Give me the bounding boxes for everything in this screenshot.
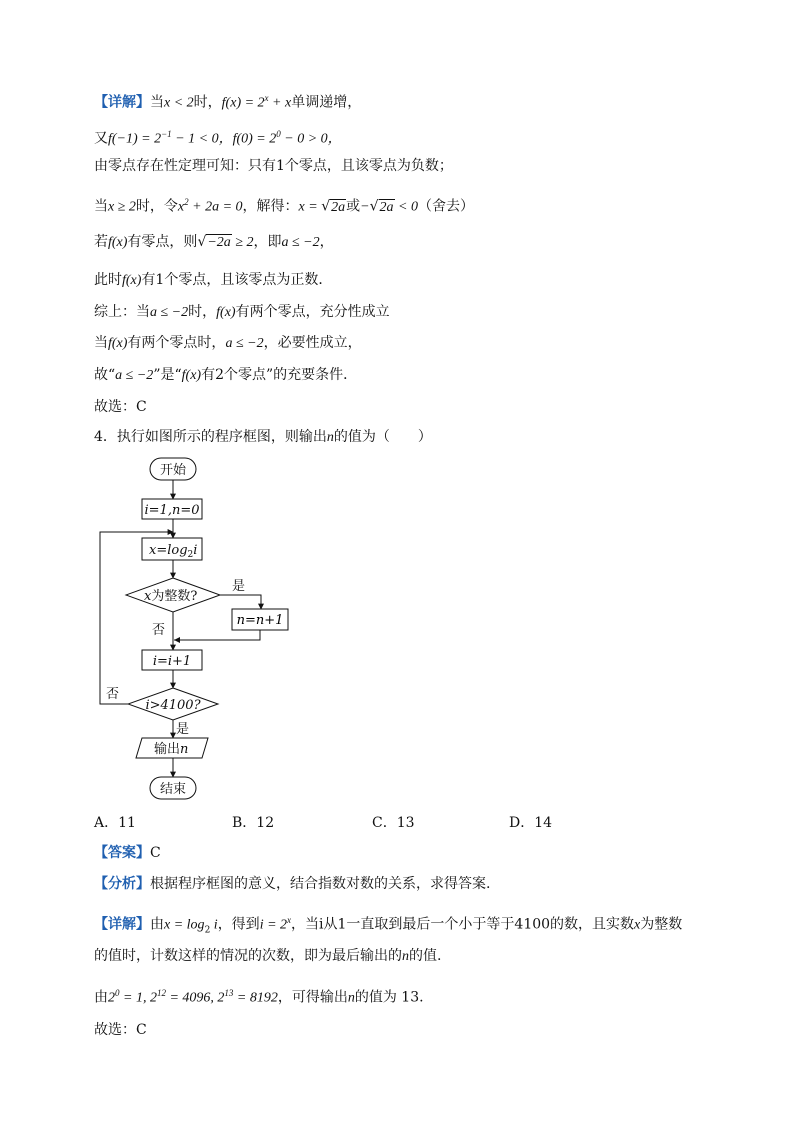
assign-label: $x=\log_2i$ bbox=[149, 543, 198, 560]
text: ， bbox=[319, 234, 334, 250]
question-4 bbox=[94, 427, 432, 448]
math: f(x) bbox=[181, 368, 202, 383]
answer-tag: 【答案】 bbox=[94, 845, 150, 861]
math: − 1 < 0， bbox=[171, 131, 233, 147]
answer-line bbox=[94, 843, 161, 863]
increment-n-return-svg bbox=[170, 628, 262, 644]
math: a ≤ −2 bbox=[150, 305, 189, 320]
increment-n-label: n=n+1 bbox=[236, 613, 284, 628]
detail-line-4: 当x ≥ 2时，令$x^2 + 2a = 0$，解得：x = √2a或−√2a < 0（舍去） bbox=[94, 197, 474, 215]
answer-value: C bbox=[150, 845, 161, 861]
increment-i-label: i=i+1 bbox=[152, 654, 192, 669]
detail2-tag: 【详解】 bbox=[94, 916, 150, 933]
math: f(x) = 2 bbox=[221, 95, 265, 111]
text: 时， bbox=[188, 304, 217, 320]
text: 单调递增， bbox=[291, 94, 362, 111]
output-label: 输出n bbox=[154, 742, 189, 757]
text: 有零点，则 bbox=[127, 234, 198, 250]
decision-integer-label: x为整数? bbox=[144, 589, 198, 604]
math: a ≤ −2 bbox=[281, 235, 320, 250]
yes-label-2: 是 bbox=[176, 722, 190, 737]
math: + x bbox=[268, 95, 292, 111]
math: x bbox=[177, 199, 185, 215]
text: ，解得： bbox=[242, 198, 299, 215]
math: a ≤ −2 bbox=[225, 336, 264, 351]
no-label-2: 否 bbox=[106, 687, 120, 702]
detail2-line-1: 【详解】由$x = \log_2 i$，得到$i = 2^x$，当i从1一直取到最后一个小于等于4100的数，且实数x为整数 bbox=[94, 915, 683, 936]
start-label: 开始 bbox=[159, 463, 187, 478]
math: + 2a = 0 bbox=[188, 199, 243, 215]
math: − 0 > 0， bbox=[280, 131, 342, 147]
text: 综上：当 bbox=[94, 304, 150, 320]
text: 4．执行如图所示的程序框图，则输出 bbox=[94, 429, 327, 445]
text: 有两个零点，充分性成立 bbox=[235, 304, 390, 320]
end-label: 结束 bbox=[159, 782, 187, 797]
math: f(0) = 2 bbox=[232, 131, 277, 147]
yes-label-1: 是 bbox=[232, 579, 246, 594]
math-sup: 2 bbox=[184, 197, 189, 207]
text: 有1个零点，且该零点为正数． bbox=[141, 272, 333, 288]
decision-limit-label: i>4100? bbox=[145, 698, 201, 713]
math: f(x) bbox=[122, 273, 142, 288]
detail-line-3: 由零点存在性定理可知：只有1个零点，且该零点为负数； bbox=[94, 158, 453, 174]
text: 有两个零点时， bbox=[127, 335, 226, 351]
text: 时， bbox=[193, 94, 222, 111]
detail-line-7 bbox=[94, 302, 390, 323]
init-label: i=1,n=0 bbox=[144, 503, 200, 518]
sqrt-content: 2a bbox=[379, 199, 394, 215]
text: 故“ bbox=[94, 367, 116, 383]
final-choice: 故选：C bbox=[94, 1022, 147, 1038]
text: ，必要性成立， bbox=[263, 335, 362, 351]
analysis-line bbox=[94, 874, 490, 894]
math: − bbox=[360, 199, 370, 215]
text: （舍去） bbox=[417, 198, 474, 215]
math: f(−1) = 2 bbox=[108, 131, 162, 147]
math-sup: x bbox=[264, 93, 269, 103]
analysis-text: 根据程序框图的意义，结合指数对数的关系，求得答案. bbox=[150, 876, 491, 892]
math: f(x) bbox=[108, 336, 128, 351]
detail-line-2 bbox=[94, 124, 342, 150]
detail2-line-2: 的值时，计数这样的情况的次数，即为最后输出的n的值. bbox=[94, 948, 442, 964]
detail2-line-3: 由$2^0 = 1$, $2^{12} = 4096$, $2^{13} = 8192$，可得输出n的值为 13. bbox=[94, 988, 424, 1006]
text: 当 bbox=[150, 94, 164, 111]
detail-line-9 bbox=[94, 365, 357, 386]
text: ，即 bbox=[253, 234, 282, 250]
no-label-1: 否 bbox=[152, 623, 166, 638]
detail-line-8 bbox=[94, 333, 362, 354]
text: 时，令 bbox=[135, 198, 178, 215]
text: 此时 bbox=[94, 272, 122, 288]
text: 当 bbox=[94, 335, 108, 351]
option-c[interactable]: C．13 bbox=[372, 815, 415, 831]
text: 或 bbox=[346, 198, 361, 215]
text: 的值为（ ） bbox=[333, 429, 432, 445]
text: 有2个零点”的充要条件． bbox=[201, 367, 358, 383]
option-b[interactable]: B．12 bbox=[232, 815, 275, 831]
sqrt-content: 2a bbox=[331, 199, 346, 215]
detail-tag: 【详解】 bbox=[94, 94, 150, 111]
option-d[interactable]: D．14 bbox=[509, 815, 553, 831]
math: x ≥ 2 bbox=[108, 199, 136, 215]
math-sup: −1 bbox=[161, 129, 172, 139]
math: n bbox=[326, 430, 334, 445]
math: x = bbox=[298, 199, 322, 215]
math: a ≤ −2 bbox=[115, 368, 154, 383]
detail-line-10: 故选：C bbox=[94, 399, 147, 415]
text: ”是“ bbox=[153, 367, 182, 383]
option-a[interactable]: A．11 bbox=[94, 815, 136, 831]
math-sup: 0 bbox=[276, 129, 281, 139]
text: 当 bbox=[94, 198, 108, 215]
detail-line-1 bbox=[94, 88, 361, 114]
analysis-tag: 【分析】 bbox=[94, 876, 150, 892]
text: 若 bbox=[94, 234, 108, 250]
program-flowchart bbox=[92, 452, 246, 802]
sqrt-content: −2a bbox=[207, 235, 231, 250]
math: < 0 bbox=[394, 199, 418, 215]
math: x < 2 bbox=[164, 95, 194, 111]
detail-line-6 bbox=[94, 270, 332, 291]
math: f(x) bbox=[108, 235, 128, 250]
math: f(x) bbox=[216, 305, 236, 320]
detail-line-5: 若f(x)有零点，则√−2a ≥ 2，即a ≤ −2， bbox=[94, 234, 334, 250]
math: ≥ 2 bbox=[231, 235, 254, 250]
text: 又 bbox=[94, 130, 108, 147]
